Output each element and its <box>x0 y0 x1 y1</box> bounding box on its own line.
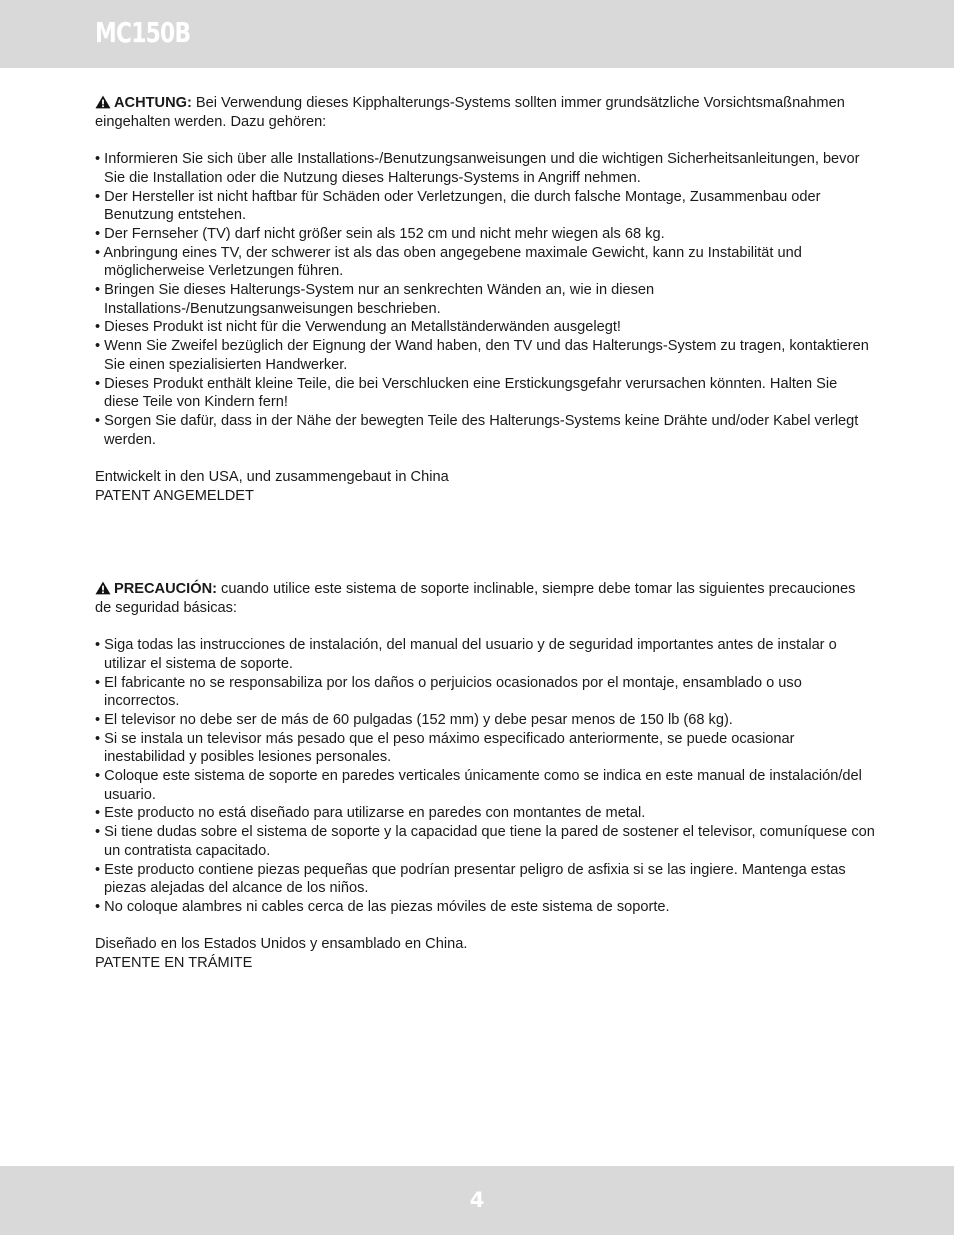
spanish-origin: Diseñado en los Estados Unidos y ensamblado en China. <box>95 936 468 953</box>
german-bullet-list <box>95 150 875 449</box>
footer-bar <box>0 1166 954 1235</box>
list-item: • Wenn Sie Zweifel bezüglich der Eignung der Wand haben, den TV und das Halterungs-System zu tragen, kontaktieren Sie einen spezialisierten Handwerker. <box>95 338 869 373</box>
german-warning-intro <box>95 94 875 131</box>
list-item: • Si se instala un televisor más pesado que el peso máximo especificado anteriormente, se puede ocasionar inestabilidad y posibles lesiones personales. <box>95 730 795 766</box>
page-number: 4 <box>469 1188 485 1212</box>
list-item: • Este producto no está diseñado para utilizarse en paredes con montantes de metal. <box>95 805 646 822</box>
warning-triangle-icon <box>95 581 111 595</box>
spanish-warning-intro <box>95 580 875 617</box>
spanish-warning-section <box>95 580 875 973</box>
list-item: • El fabricante no se responsabiliza por los daños o perjuicios ocasionados por el montaje, ensamblado o uso incorrectos. <box>95 674 802 710</box>
german-intro-text: Bei Verwendung dieses Kipphalterungs-Systems sollten immer grundsätzliche Vorsichtsmaßnahmen eingehalten werden. Dazu gehören: <box>95 95 845 130</box>
german-patent: PATENT ANGEMELDET <box>95 487 254 504</box>
german-warning-label: ACHTUNG: <box>114 95 192 111</box>
german-origin: Entwickelt in den USA, und zusammengebaut in China <box>95 469 449 486</box>
list-item: • Dieses Produkt ist nicht für die Verwendung an Metallständerwänden ausgelegt! <box>95 319 621 336</box>
list-item: • Der Fernseher (TV) darf nicht größer sein als 152 cm und nicht mehr wiegen als 68 kg. <box>95 225 665 242</box>
list-item: • Coloque este sistema de soporte en paredes verticales únicamente como se indica en este manual de instalación/del usuario. <box>95 768 862 803</box>
list-item: • Si tiene dudas sobre el sistema de soporte y la capacidad que tiene la pared de sostener el televisor, comuníquese con un contratista capacitado. <box>95 824 875 859</box>
list-item: • Informieren Sie sich über alle Installations-/Benutzungsanweisungen und die wichtigen Sicherheitsanleitungen, bevor Sie die Installation oder die Nutzung dieses Halterungs-Systems in Angriff nehmen. <box>95 151 860 186</box>
list-item: • Siga todas las instrucciones de instalación, del manual del usuario y de seguridad importantes antes de instalar o utilizar el sistema de soporte. <box>95 637 837 672</box>
list-item: • Este producto contiene piezas pequeñas que podrían presentar peligro de asfixia si se las ingiere. Mantenga estas piezas alejadas del alcance de los niños. <box>95 861 846 897</box>
spanish-intro-text: cuando utilice este sistema de soporte inclinable, siempre debe tomar las siguientes precauciones de seguridad básicas: <box>95 581 856 616</box>
list-item: • Anbringung eines TV, der schwerer ist als das oben angegebene maximale Gewicht, kann zu Instabilität und möglicherweise Verletzungen führen. <box>95 244 802 280</box>
list-item: • No coloque alambres ni cables cerca de las piezas móviles de este sistema de soporte. <box>95 898 670 915</box>
list-item: • Sorgen Sie dafür, dass in der Nähe der bewegten Teile des Halterungs-Systems keine Drähte und/oder Kabel verlegt werden. <box>95 412 859 448</box>
spanish-warning-label: PRECAUCIÓN: <box>114 581 217 597</box>
list-item: • Bringen Sie dieses Halterungs-System nur an senkrechten Wänden an, wie in diesen Installations-/Benutzungsanweisungen beschrieben. <box>95 282 655 317</box>
warning-triangle-icon <box>95 95 111 109</box>
spanish-patent: PATENTE EN TRÁMITE <box>95 955 253 972</box>
model-title: MC150B <box>95 16 191 49</box>
list-item: • El televisor no debe ser de más de 60 pulgadas (152 mm) y debe pesar menos de 150 lb (68 kg). <box>95 711 733 728</box>
header-bar <box>0 0 954 68</box>
german-warning-section <box>95 94 875 505</box>
list-item: • Der Hersteller ist nicht haftbar für Schäden oder Verletzungen, die durch falsche Montage, Zusammenbau oder Benutzung entstehen. <box>95 188 821 224</box>
spanish-bullet-list <box>95 636 875 917</box>
list-item: • Dieses Produkt enthält kleine Teile, die bei Verschlucken eine Erstickungsgefahr verursachen könnten. Halten Sie diese Teile von Kindern fern! <box>95 375 838 411</box>
